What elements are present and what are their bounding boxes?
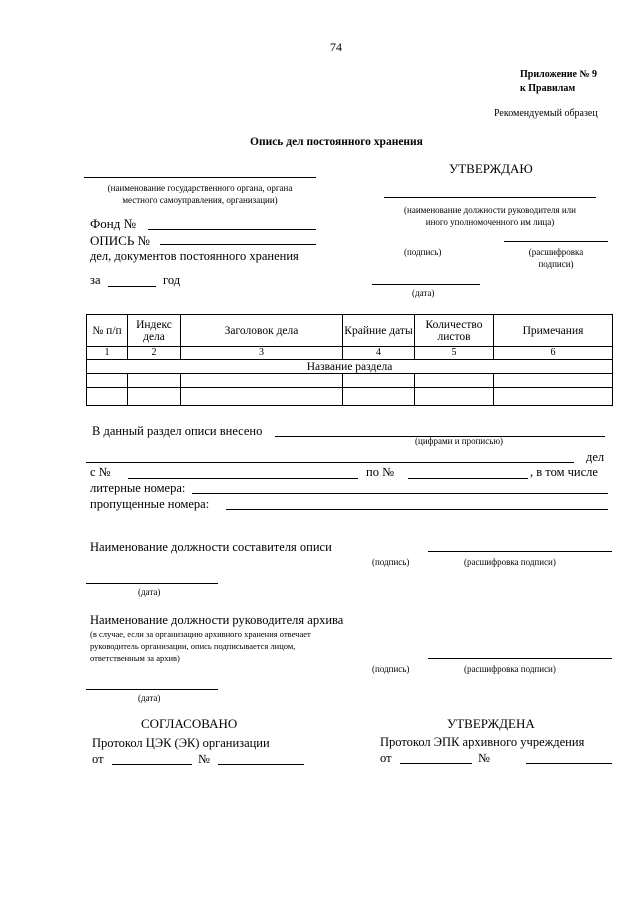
- compiler-date-line: [86, 583, 218, 584]
- table-row: [87, 388, 613, 406]
- fund-label: Фонд №: [90, 216, 136, 231]
- from-number-label: с №: [90, 465, 111, 479]
- approved-protocol: Протокол ЭПК архивного учреждения: [380, 735, 585, 749]
- agreed-heading: СОГЛАСОВАНО: [141, 716, 238, 731]
- approver-position-caption-1: (наименование должности руководителя или: [404, 205, 576, 215]
- table-section-row: [87, 360, 613, 374]
- year-line: [108, 286, 156, 287]
- year-suffix: год: [163, 273, 181, 287]
- entered-count-line-2: [86, 462, 574, 463]
- appendix-line-1: Приложение № 9: [520, 69, 598, 80]
- table-number-row: [87, 347, 613, 360]
- compiler-decode-caption: (расшифровка подписи): [464, 557, 556, 567]
- approve-heading: УТВЕРЖДАЮ: [449, 161, 533, 176]
- approver-date-caption: (дата): [412, 288, 435, 298]
- approver-decode-caption-2: подписи): [538, 259, 574, 269]
- missed-numbers-label: пропущенные номера:: [90, 497, 210, 511]
- organization-caption-2: местного самоуправления, организации): [122, 195, 278, 205]
- archive-head-signature-caption: (подпись): [372, 664, 410, 674]
- from-number-line: [128, 478, 358, 479]
- agreed-from-label: от: [92, 752, 104, 766]
- approved-number-label: №: [478, 751, 490, 765]
- column-number: 5: [415, 347, 494, 360]
- header-cell: № п/п: [87, 315, 128, 347]
- archive-head-date-caption: (дата): [138, 693, 161, 703]
- approver-position-caption-2: иного уполномоченного им лица): [425, 217, 555, 227]
- sample-label: Рекомендуемый образец: [494, 108, 598, 119]
- approver-decode-line: [504, 241, 608, 242]
- compiler-date-caption: (дата): [138, 587, 161, 597]
- appendix-line-2: к Правилам: [520, 83, 576, 94]
- header-cell: Индекс дела: [128, 315, 181, 347]
- approver-date-line: [372, 284, 480, 285]
- to-number-line: [408, 478, 528, 479]
- table-row: [87, 374, 613, 388]
- archive-head-note-3: ответственным за архив): [90, 653, 180, 663]
- header-cell: Крайние даты: [343, 315, 415, 347]
- archive-head-decode-caption: (расшифровка подписи): [464, 664, 556, 674]
- organization-caption-1: (наименование государственного органа, органа: [107, 183, 293, 193]
- column-number: 2: [128, 347, 181, 360]
- column-number: 1: [87, 347, 128, 360]
- cases-word: дел: [586, 450, 605, 464]
- page-number: 74: [330, 40, 342, 54]
- approved-heading: УТВЕРЖДЕНА: [447, 716, 535, 731]
- cases-label: дел, документов постоянного хранения: [90, 249, 299, 263]
- column-number: 3: [181, 347, 343, 360]
- inventory-number-line: [160, 244, 316, 245]
- agreed-date-line: [112, 764, 192, 765]
- year-prefix: за: [90, 273, 101, 287]
- organization-name-line: [84, 177, 316, 178]
- column-number: 6: [494, 347, 613, 360]
- inventory-label: ОПИСЬ №: [90, 233, 150, 248]
- fund-number-line: [148, 229, 316, 230]
- letter-numbers-label: литерные номера:: [90, 481, 186, 495]
- compiler-decode-line: [428, 551, 612, 552]
- archive-head-date-line: [86, 689, 218, 690]
- agreed-protocol: Протокол ЦЭК (ЭК) организации: [92, 736, 270, 750]
- inventory-table: [86, 314, 613, 406]
- document-title: Опись дел постоянного хранения: [250, 136, 423, 148]
- approved-date-line: [400, 763, 472, 764]
- table-header-row: [87, 315, 613, 347]
- approver-decode-caption-1: (расшифровка: [528, 247, 584, 257]
- section-title: Название раздела: [87, 360, 613, 374]
- entered-label: В данный раздел описи внесено: [92, 424, 263, 438]
- archive-head-note-2: руководитель организации, опись подписывается лицом,: [90, 641, 296, 651]
- archive-head-position: Наименование должности руководителя архива: [90, 613, 344, 627]
- header-cell: Заголовок дела: [181, 315, 343, 347]
- approved-number-line: [526, 763, 612, 764]
- header-cell: Количество листов: [415, 315, 494, 347]
- archive-head-decode-line: [428, 658, 612, 659]
- including-label: , в том числе: [530, 465, 598, 479]
- agreed-number-label: №: [198, 752, 210, 766]
- approved-from-label: от: [380, 751, 392, 765]
- header-cell: Примечания: [494, 315, 613, 347]
- approver-signature-caption: (подпись): [404, 247, 442, 257]
- missed-numbers-line: [226, 509, 608, 510]
- approver-position-line: [384, 197, 596, 198]
- column-number: 4: [343, 347, 415, 360]
- archive-head-note-1: (в случае, если за организацию архивного хранения отвечает: [90, 629, 311, 639]
- agreed-number-line: [218, 764, 304, 765]
- digits-caption: (цифрами и прописью): [415, 436, 504, 446]
- compiler-signature-caption: (подпись): [372, 557, 410, 567]
- to-number-label: по №: [366, 465, 394, 479]
- letter-numbers-line: [192, 493, 608, 494]
- compiler-position: Наименование должности составителя описи: [90, 540, 332, 554]
